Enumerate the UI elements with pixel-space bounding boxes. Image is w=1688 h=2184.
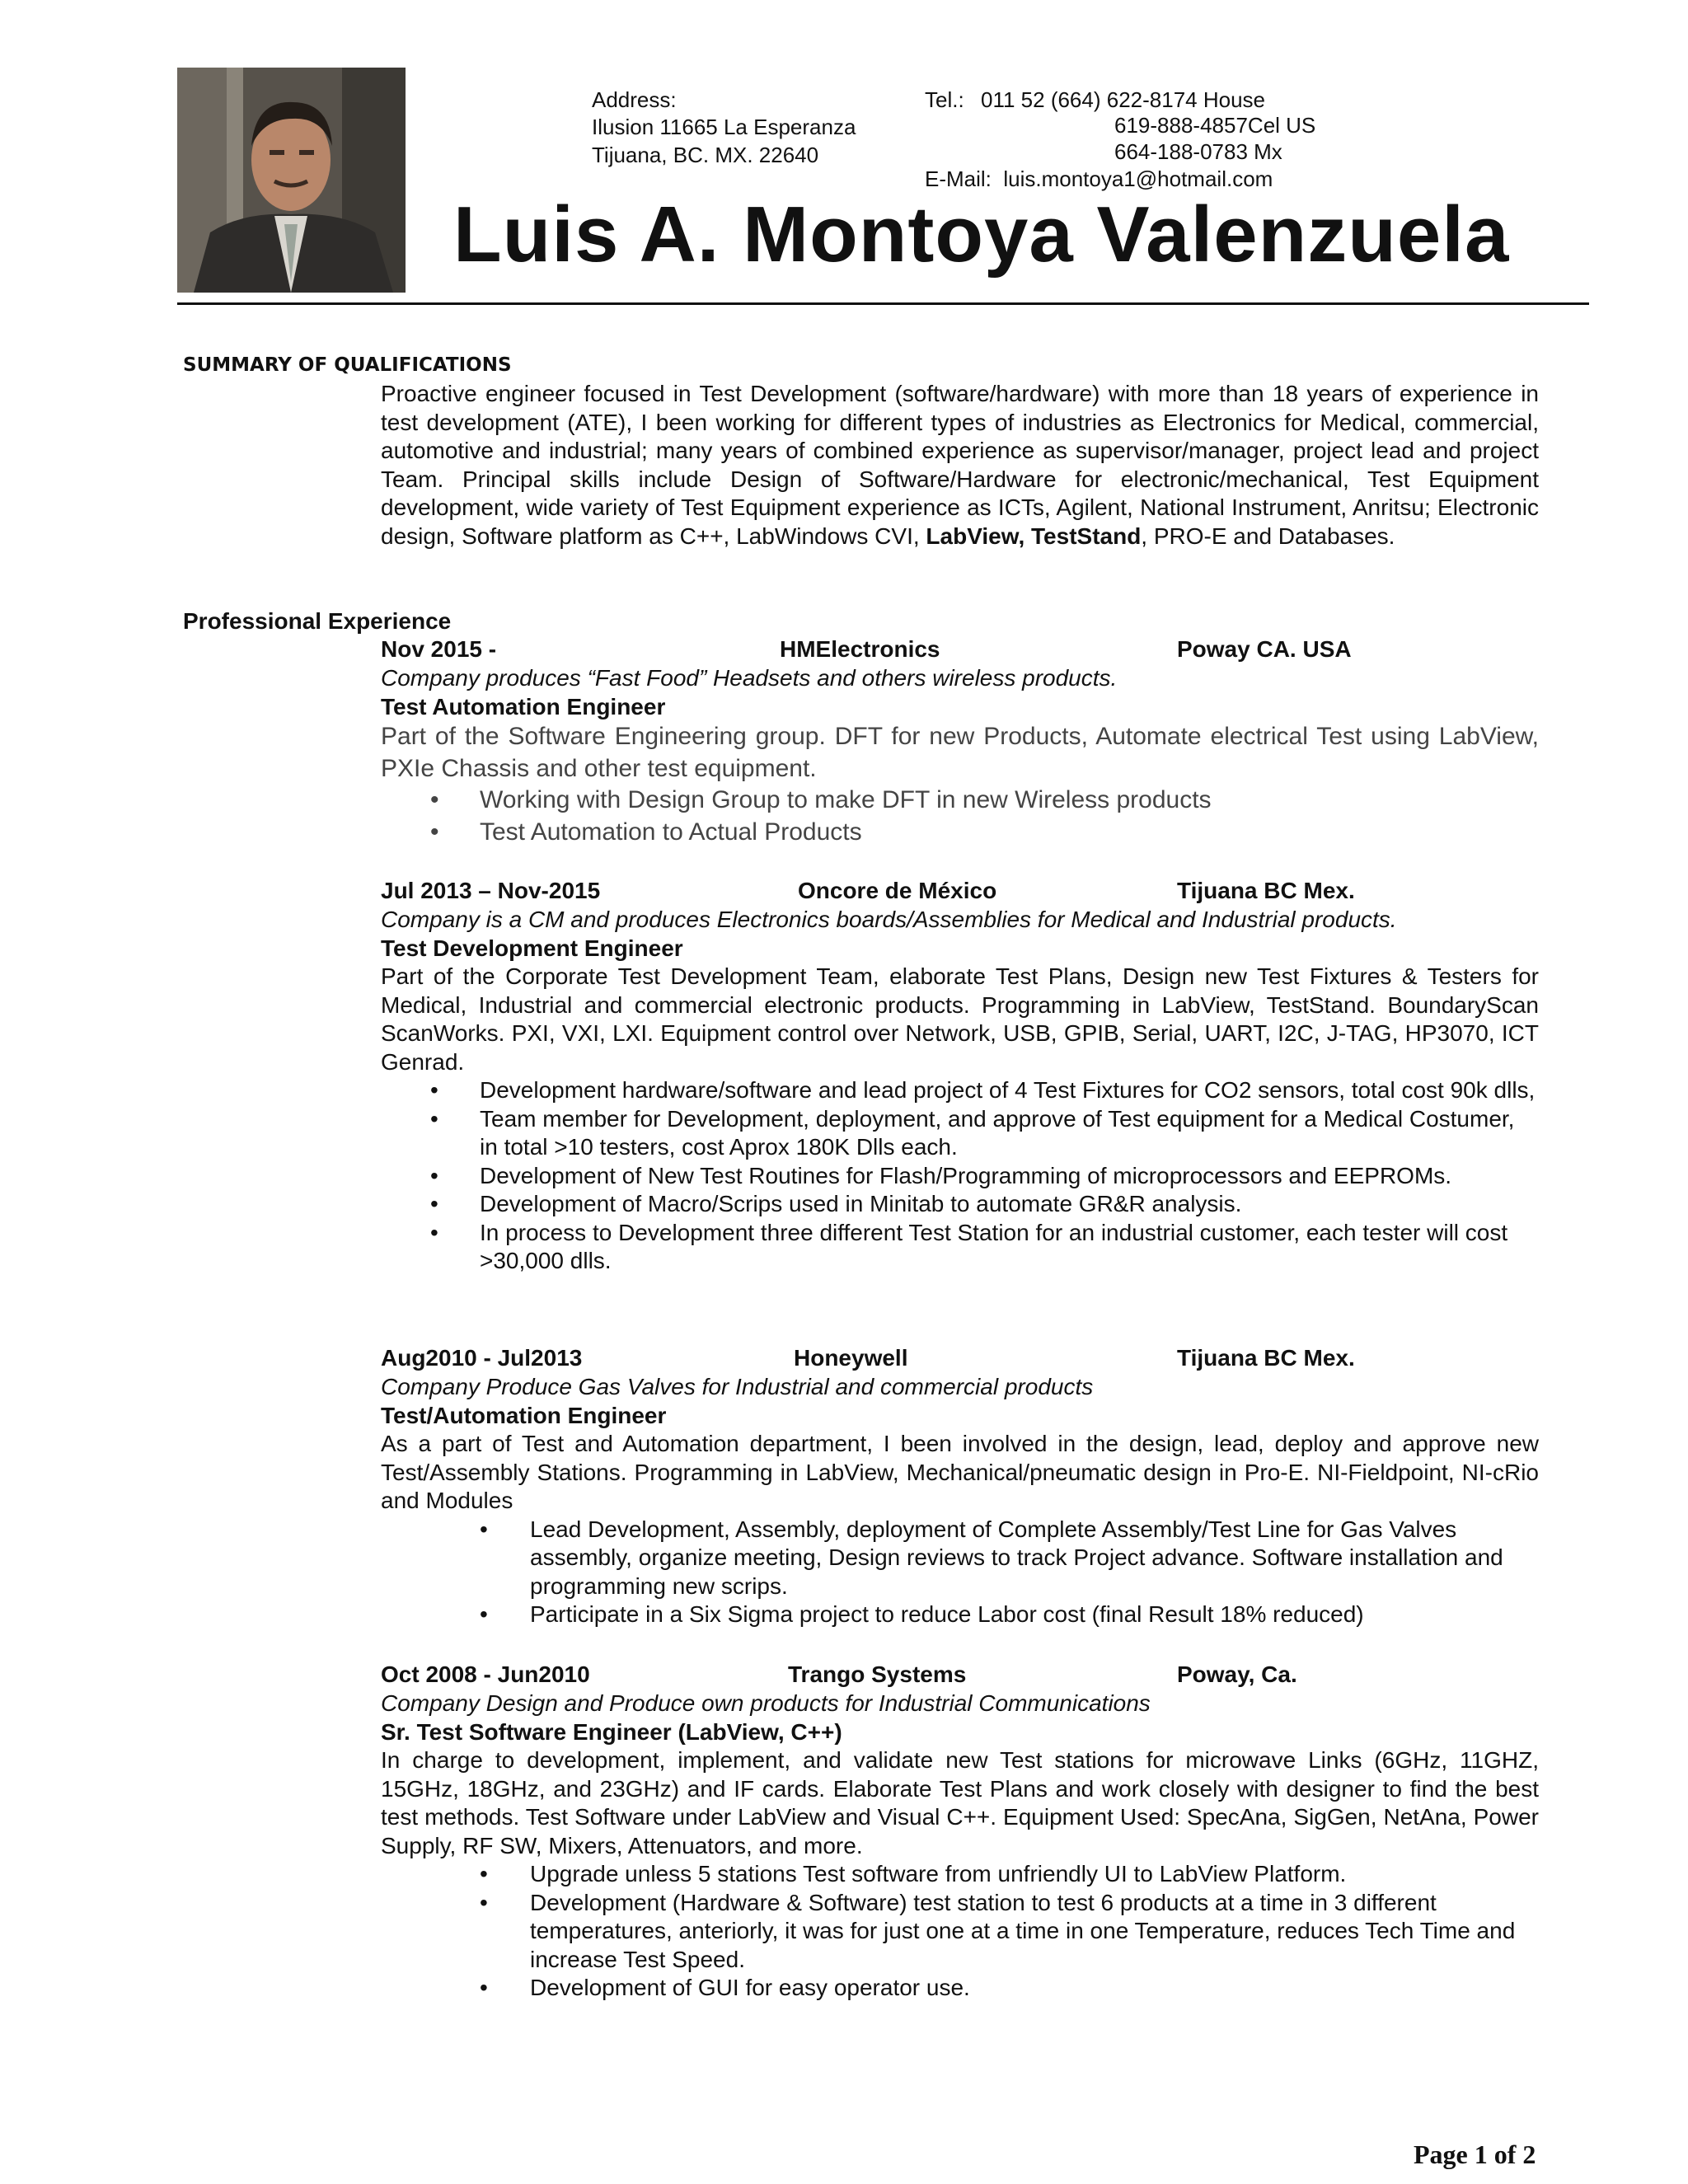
list-item [381,1889,1539,1975]
tel-house: 011 52 (664) 622-8174 House [981,87,1265,112]
job-dates: Aug2010 - Jul2013 [381,1345,583,1371]
job-bullets [381,1076,1539,1276]
bullet-text: Lead Development, Assembly, deployment of Complete Assembly/Test Line for Gas Valves assembly, organize meeting, Design reviews to track Project advance. Software installation and programming new scrips. [530,1516,1503,1599]
bullet-icon: • [430,1162,438,1188]
summary-heading: SUMMARY OF QUALIFICATIONS [183,354,512,376]
bullet-text: Team member for Development, deployment, and approve of Test equipment for a Medical Costumer, in total >10 testers, cost Aprox 180K Dlls each. [480,1105,1515,1160]
bullet-text: Development of GUI for easy operator use. [530,1975,970,2000]
job-bullets [381,785,1539,848]
job-summary: In charge to development, implement, and validate new Test stations for microwave Links (6GHz, 11GHZ, 15GHz, 18GHz, and 23GHz) and IF cards. Elaborate Test Plans and work closely with designer to find the best test methods. Test Software under LabView and Visual C++. Equipment Used: SpecAna, SigGen, NetAna, Power Supply, RF SW, Mixers, Attenuators, and more. [381,1747,1539,1858]
list-item [381,1076,1539,1105]
summary-section [381,380,1539,551]
bullet-icon: • [430,1105,438,1132]
bullet-text: Development of New Test Routines for Flash/Programming of microprocessors and EEPROMs. [480,1162,1452,1188]
bullet-text: Upgrade unless 5 stations Test software from unfriendly UI to LabView Platform. [530,1861,1347,1886]
job-company: HMElectronics [780,636,940,662]
job-entry [381,877,1539,1276]
job-company: Trango Systems [788,1661,967,1687]
candidate-name: Luis A. Montoya Valenzuela [453,190,1510,279]
page-number: Page 1 of 2 [1414,2139,1536,2169]
list-item [381,1601,1539,1629]
bullet-icon: • [430,818,439,846]
summary-text-part-2: , PRO-E and Databases. [1141,523,1395,549]
job-bullets [381,1516,1539,1629]
profile-photo [177,68,406,293]
summary-bold-skills: LabView, TestStand [926,523,1142,549]
header-divider [177,302,1589,305]
job-dates: Oct 2008 - Jun2010 [381,1661,590,1687]
job-description: Company Design and Produce own products for Industrial Communications [381,1690,1151,1716]
bullet-icon: • [480,1516,488,1542]
job-dates: Nov 2015 - [381,636,497,662]
bullet-text: Participate in a Six Sigma project to reduce Labor cost (final Result 18% reduced) [530,1601,1364,1627]
address-label: Address: [592,87,677,112]
bullet-text: Test Automation to Actual Products [480,818,862,846]
list-item [381,1219,1539,1276]
list-item [381,1105,1539,1162]
address-line-2: Tijuana, BC. MX. 22640 [592,143,819,167]
job-entry [381,1661,1539,2003]
bullet-text: Development hardware/software and lead project of 4 Test Fixtures for CO2 sensors, total cost 90k dlls, [480,1077,1536,1103]
job-header [381,877,1539,906]
job-company: Oncore de México [798,878,997,903]
list-item [381,1860,1539,1889]
tel-label: Tel.: [925,87,964,112]
bullet-icon: • [480,1975,488,2000]
bullet-text: Development of Macro/Scrips used in Minitab to automate GR&R analysis. [480,1191,1242,1216]
job-bullets [381,1860,1539,2003]
list-item [381,1974,1539,2003]
summary-text-part-1: Proactive engineer focused in Test Development (software/hardware) with more than 18 years of experience in test development (ATE), I been working for different types of industries as Electronics for Medical, commercial, automotive and industrial; many years of combined experience as supervisor/manager, project lead and project Team. Principal skills include Design of Software/Hardware for electronic/mechanical, Test Equipment development, wide variety of Test Equipment experience as ICTs, Agilent, National Instrument, Anritsu; Electronic design, Software platform as C++, LabWindows CVI, [381,381,1539,549]
bullet-icon: • [480,1601,488,1627]
tel-mx: 664-188-0783 Mx [1114,139,1282,164]
bullet-icon: • [480,1889,488,1915]
list-item [381,817,1539,849]
job-location: Tijuana BC Mex. [1177,878,1355,903]
job-header [381,1344,1539,1373]
bullet-icon: • [430,1077,438,1103]
job-description: Company is a CM and produces Electronics boards/Assemblies for Medical and Industrial products. [381,907,1397,932]
list-item [381,1516,1539,1601]
job-role: Test Development Engineer [381,935,683,961]
list-item [381,1162,1539,1191]
job-dates: Jul 2013 – Nov-2015 [381,878,601,903]
job-header [381,635,1539,664]
job-summary: As a part of Test and Automation department, I been involved in the design, lead, deploy and approve new Test/Assembly Stations. Programming in LabView, Mechanical/pneumatic design in Pro-E. NI-Fieldpoint, NI-cRio and Modules [381,1431,1539,1513]
job-location: Poway CA. USA [1177,636,1352,662]
job-description: Company produces “Fast Food” Headsets and others wireless products. [381,665,1118,691]
job-company: Honeywell [794,1345,908,1371]
job-location: Tijuana BC Mex. [1177,1345,1355,1371]
job-summary: Part of the Software Engineering group. DFT for new Products, Automate electrical Test using LabView, PXIe Chassis and other test equipment. [381,723,1539,782]
summary-text [381,380,1539,551]
job-entry [381,635,1539,848]
bullet-text: In process to Development three different Test Station for an industrial customer, each tester will cost >30,000 dlls. [480,1219,1508,1273]
bullet-icon: • [430,786,439,813]
list-item [381,1190,1539,1219]
bullet-icon: • [430,1191,438,1216]
bullet-icon: • [430,1219,438,1245]
job-role: Sr. Test Software Engineer (LabView, C++) [381,1718,842,1745]
bullet-text: Development (Hardware & Software) test station to test 6 products at a time in 3 different temperatures, anteriorly, it was for just one at a time in one Temperature, reduces Tech Time and increase Test Speed. [530,1889,1516,1972]
job-location: Poway, Ca. [1177,1661,1297,1687]
job-role: Test/Automation Engineer [381,1402,667,1428]
bullet-text: Working with Design Group to make DFT in new Wireless products [480,786,1212,813]
job-summary: Part of the Corporate Test Development Team, elaborate Test Plans, Design new Test Fixtures & Testers for Medical, Industrial and commercial electronic products. Programming in LabView, TestStand. BoundaryScan ScanWorks. PXI, VXI, LXI. Equipment control over Network, USB, GPIB, Serial, UART, I2C, J-TAG, HP3070, ICT Genrad. [381,963,1539,1075]
job-role: Test Automation Engineer [381,693,666,719]
bullet-icon: • [480,1861,488,1886]
list-item [381,785,1539,817]
job-entry [381,1344,1539,1629]
tel-cel: 619-888-4857Cel US [1114,113,1316,138]
job-header [381,1661,1539,1690]
email-line: E-Mail: luis.montoya1@hotmail.com [925,166,1273,191]
experience-heading: Professional Experience [183,608,452,634]
job-description: Company Produce Gas Valves for Industrial and commercial products [381,1374,1094,1399]
address-line-1: Ilusion 11665 La Esperanza [592,115,856,139]
